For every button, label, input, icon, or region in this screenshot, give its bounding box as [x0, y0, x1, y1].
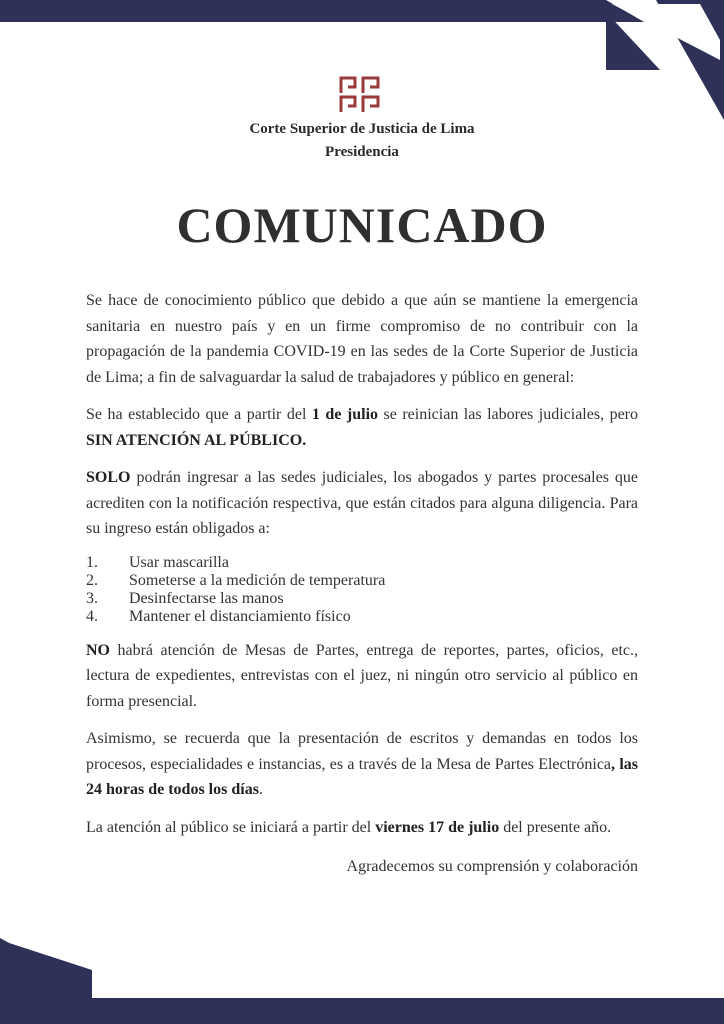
top-band: [0, 0, 724, 22]
paragraph-reopening: Se ha establecido que a partir del 1 de julio se reinician las labores judiciales, pero SIN ATENCIÓN AL PÚBLICO.: [86, 406, 639, 449]
list-item: 3. Desinfectarse las manos: [86, 589, 284, 607]
top-right-edge: [656, 0, 724, 120]
top-right-triangle-dark: [606, 12, 660, 70]
top-right-triangle-light: [606, 0, 724, 68]
paragraph-access: SOLO podrán ingresar a las sedes judiciales, los abogados y partes procesales que acrediten con la notificación respectiva, que están citados para alguna diligencia. Para su ingreso están obligados a:: [86, 469, 638, 537]
cscj-logo-icon: [338, 74, 382, 116]
requirements-list: [86, 554, 638, 626]
org-name: Corte Superior de Justicia de Lima: [249, 121, 475, 137]
closing-line: Agradecemos su comprensión y colaboración: [346, 858, 638, 875]
top-right-inner-white: [612, 4, 720, 60]
list-item: 1. Usar mascarilla: [86, 553, 229, 571]
bottom-left-triangle-light: [0, 890, 40, 960]
bottom-left-triangle-mid: [0, 940, 92, 1024]
bottom-band: [92, 998, 724, 1024]
page-title: COMUNICADO: [176, 197, 548, 253]
communique-body: [86, 288, 638, 880]
list-item: 4. Mantener el distanciamiento físico: [86, 607, 351, 625]
bottom-left-triangle-dark: [0, 900, 70, 1024]
office-name: Presidencia: [325, 144, 399, 160]
paragraph-no-service: NO habrá atención de Mesas de Partes, entrega de reportes, partes, oficios, etc., lectura de expedientes, entrevistas con el juez, ni ningún otro servicio al público en forma presencial.: [86, 641, 638, 710]
paragraph-intro: Se hace de conocimiento público que debido a que aún se mantiene la emergencia sanitaria en nuestro país y en un firme compromiso de no contribuir con la propagación de la pandemia COVID-19 en las sedes de la Corte Superior de Justicia de Lima; a fin de salvaguardar la salud de trabajadores y público en general:: [86, 292, 638, 386]
paragraph-public-attention: La atención al público se iniciará a partir del viernes 17 de julio del presente año.: [86, 818, 612, 836]
list-item: 2. Someterse a la medición de temperatura: [86, 571, 386, 589]
paragraph-electronic: Asimismo, se recuerda que la presentación de escritos y demandas en todos los procesos, especialidades e instancias, es a través de la Mesa de Partes Electrónica, las 24 horas de todos los días.: [86, 730, 639, 798]
